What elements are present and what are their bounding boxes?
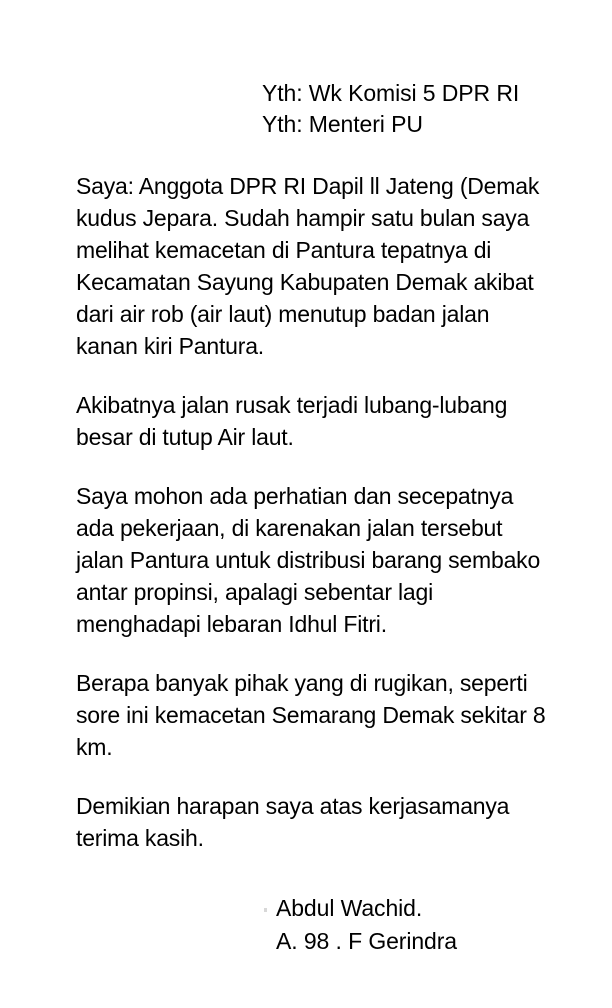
paragraph-4: Berapa banyak pihak yang di rugikan, seperti sore ini kemacetan Semarang Demak sekitar 8 km. [76,670,546,760]
paragraph-1: Saya: Anggota DPR RI Dapil ll Jateng (Demak kudus Jepara. Sudah hampir satu bulan saya melihat kemacetan di Pantura tepatnya di Kecamatan Sayung Kabupaten Demak akibat dari air rob (air laut) menutup badan jalan kanan kiri Pantura. [76,173,540,359]
signature-name: Abdul Wachid. [276,895,423,921]
letter-body [76,78,546,958]
signature-block [276,892,546,958]
page-speck [264,908,267,912]
addressee-line-1: Yth: Wk Komisi 5 DPR RI [262,80,520,106]
addressee-line-2: Yth: Menteri PU [262,111,423,137]
paragraph-3: Saya mohon ada perhatian dan secepatnya ada pekerjaan, di karenakan jalan tersebut jalan Pantura untuk distribusi barang sembako antar propinsi, apalagi sebentar lagi menghadapi lebaran Idhul Fitri. [76,483,541,637]
signature-affiliation: A. 98 . F Gerindra [276,928,457,954]
paragraph-5: Demikian harapan saya atas kerjasamanya terima kasih. [76,793,510,851]
addressee-block [262,78,546,140]
paragraph-2: Akibatnya jalan rusak terjadi lubang-lubang besar di tutup Air laut. [76,392,508,450]
